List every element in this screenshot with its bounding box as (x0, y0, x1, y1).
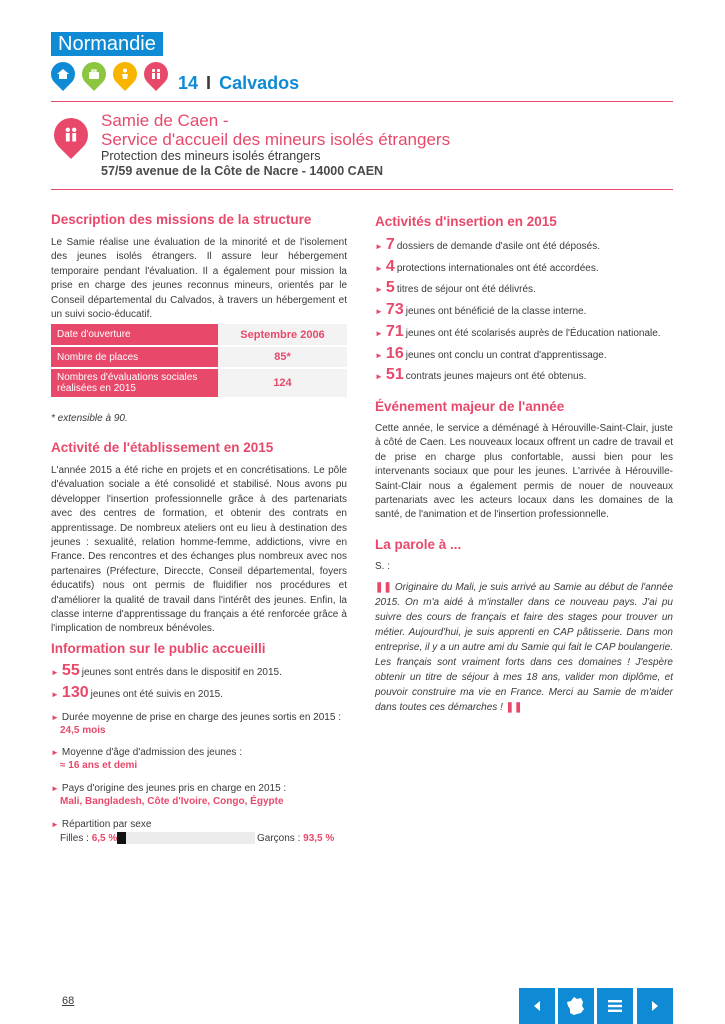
stat-text: jeunes ont conclu un contrat d'apprentissage. (405, 349, 607, 361)
quote-close-mark: ❚❚ (505, 702, 523, 713)
department-number: 14 (178, 73, 199, 93)
chevron-left-icon (530, 999, 544, 1013)
fact-label: Date d'ouverture (51, 324, 218, 346)
stat-number: 5 (385, 279, 395, 297)
bullet-arrow-icon: ► (375, 328, 383, 338)
list-item (375, 368, 673, 383)
menu-icon (607, 999, 623, 1013)
stat-text: jeunes ont bénéficié de la classe interne. (405, 306, 587, 318)
department-title (178, 73, 299, 94)
list-item (51, 711, 347, 737)
missions-heading: Description des missions de la structure (51, 212, 312, 227)
bullet-arrow-icon: ► (375, 350, 383, 360)
bullet-arrow-icon: ► (375, 307, 383, 317)
stat-number: 73 (385, 301, 404, 319)
structure-name-line1: Samie de Caen - (101, 111, 229, 130)
next-page-button[interactable] (637, 988, 673, 1024)
girls-bar-fill (117, 832, 126, 844)
home-icon[interactable] (46, 57, 80, 91)
table-row (51, 324, 347, 346)
girls-label: Filles : (60, 833, 89, 844)
stat-value: ≈ 16 ans et demi (60, 760, 138, 771)
list-item (375, 303, 673, 318)
list-item (375, 238, 673, 253)
bullet-arrow-icon: ► (375, 263, 383, 273)
stat-text: jeunes ont été suivis en 2015. (90, 689, 223, 700)
department-separator: I (206, 73, 212, 93)
chevron-right-icon (648, 999, 662, 1013)
structure-name-line2: Service d'accueil des mineurs isolés étrangers (101, 130, 451, 149)
bullet-arrow-icon: ► (51, 820, 59, 829)
insertion-heading: Activités d'insertion en 2015 (375, 214, 557, 229)
facts-table (51, 324, 347, 399)
people-icon (47, 111, 95, 159)
testimony-quote (375, 580, 673, 715)
list-item (51, 782, 347, 808)
bullet-arrow-icon: ► (51, 784, 59, 793)
list-item (51, 664, 347, 679)
previous-page-button[interactable] (519, 988, 555, 1024)
stat-label: Pays d'origine des jeunes pris en charge en 2015 : (61, 783, 287, 794)
stat-number: 51 (385, 366, 404, 384)
activity-text: L'année 2015 a été riche en projets et en concrétisations. Le pôle d'évaluation sociale a été consolidé et stabilisé. Nous avons pu développer l'insertion professionnelle grâce à des partenariats avec des centres de formation, et obtenir des contrats en apprentissage. De nombreux ateliers ont eu lieu à destination des jeunes : sexualité, relation homme-femme, addictions, vivre en France. Des rencontres et des échanges plus nombreux avec nos partenaires (Préfecture, Direccte, Conseil départemental, foyers éducatifs) nous ont permis de fluidifier nos procédures et d'améliorer la qualité de travail dans l'intérêt des jeunes. Enfin, la classe interne d'apprentissage du français a été renforcée grâce à l'implication de nombreux bénévoles. (51, 465, 347, 635)
list-item (51, 686, 347, 701)
public-heading: Information sur le public accueilli (51, 641, 266, 656)
list-item (375, 257, 673, 275)
girls-value: 6,5 % (91, 833, 118, 844)
fact-label: Nombre de places (51, 346, 218, 368)
bullet-arrow-icon: ► (51, 713, 59, 722)
speech-heading: La parole à ... (375, 537, 462, 552)
stat-number: 4 (385, 257, 395, 275)
bullet-arrow-icon: ► (375, 372, 383, 382)
quote-text: Originaire du Mali, je suis arrivé au Samie au début de l'année 2015. On m'a aidé à m'installer dans ce nouveau pays. J'ai pu suivre des cours de français et faire des stages pour trouver un métier. Aujourd'hui, je suis apprenti en CAP pâtisserie. Dans mon entreprise, il y a un autre ami du Samie qui fait le CAP boulangerie. Les français sont vraiment forts dans ces domaines ! J'espère obtenir un titre de séjour à mes 18 ans, valider mon diplôme, et pouvoir construire ma vie en France. Merci au Samie de m'aider dans toutes ces démarches ! (375, 582, 674, 713)
list-item (375, 344, 673, 362)
stat-text: dossiers de demande d'asile ont été déposés. (396, 241, 600, 252)
stat-label: Durée moyenne de prise en charge des jeunes sortis en 2015 : (61, 712, 341, 723)
girls-share (60, 832, 117, 845)
france-map-button[interactable] (558, 988, 594, 1024)
stat-text: contrats jeunes majeurs ont été obtenus. (405, 371, 587, 383)
structure-type: Protection des mineurs isolés étrangers (101, 149, 321, 163)
stat-number: 16 (385, 344, 404, 362)
stat-value: Mali, Bangladesh, Côte d'Ivoire, Congo, Égypte (60, 796, 284, 807)
facts-footnote: * extensible à 90. (51, 413, 128, 424)
bullet-arrow-icon: ► (51, 748, 59, 757)
bullet-arrow-icon: ► (51, 690, 59, 699)
list-item (51, 746, 347, 772)
france-map-icon (565, 995, 587, 1017)
boys-label: Garçons : (257, 833, 301, 844)
stat-label: Moyenne d'âge d'admission des jeunes : (61, 747, 242, 758)
quote-open-mark: ❚❚ (375, 582, 392, 593)
stat-value: 24,5 mois (60, 725, 106, 736)
list-item (51, 818, 347, 831)
region-label: Normandie (51, 32, 163, 56)
child-icon[interactable] (108, 57, 142, 91)
fact-label: Nombres d'évaluations sociales réalisées en 2015 (51, 368, 218, 398)
fact-value: Septembre 2006 (218, 324, 347, 346)
people-icon[interactable] (139, 57, 173, 91)
stat-text: jeunes ont été scolarisés auprès de l'Éducation nationale. (405, 327, 661, 339)
quote-author: S. : (375, 561, 391, 572)
stat-number: 7 (385, 236, 395, 253)
table-row (51, 346, 347, 368)
stat-text: jeunes sont entrés dans le dispositif en 2015. (81, 667, 282, 678)
bullet-arrow-icon: ► (51, 668, 59, 677)
structure-name (101, 111, 450, 149)
department-name: Calvados (219, 73, 300, 93)
structure-address: 57/59 avenue de la Côte de Nacre - 14000 CAEN (101, 164, 384, 178)
activity-heading: Activité de l'établissement en 2015 (51, 440, 274, 455)
boys-value: 93,5 % (303, 833, 335, 844)
fact-value: 85* (218, 346, 347, 368)
gender-bar (117, 832, 255, 844)
event-text: Cette année, le service a déménagé à Hérouville-Saint-Clair, juste à côté de Caen. Les nouveaux locaux offrent un cadre de travail et de prise en charge plus confortable, aussi bien pour les intervenants sociaux que pour les jeunes. L'arrivée à Hérouville-Saint-Clair nous a également permis de nouer de nouveaux partenariats avec les acteurs locaux dans les domaines de la santé, de l'animation et de l'insertion professionnelle. (375, 423, 673, 521)
table-row (51, 368, 347, 398)
event-heading: Événement majeur de l'année (375, 399, 565, 414)
briefcase-icon[interactable] (77, 57, 111, 91)
structure-rule (51, 189, 673, 190)
header-rule (51, 101, 673, 102)
page-number: 68 (62, 995, 75, 1007)
list-item (375, 322, 673, 340)
boys-share (257, 832, 334, 845)
stat-number: 55 (61, 662, 80, 679)
bullet-arrow-icon: ► (375, 242, 383, 251)
menu-button[interactable] (597, 988, 633, 1024)
missions-text: Le Samie réalise une évaluation de la minorité et de l'isolement des jeunes isolés étrangers. Il assure leur hébergement temporaire pendant l'évaluation. Il a également pour mission la prise en charge des jeunes reconnus mineurs, orientés par le Conseil départemental du Calvados, à travers un hébergement et un suivi socio-éducatif. (51, 237, 347, 321)
stat-text: titres de séjour ont été délivrés. (396, 284, 536, 296)
stat-number: 71 (385, 322, 404, 340)
category-icons (51, 62, 168, 86)
bullet-arrow-icon: ► (375, 285, 383, 295)
stat-label: Répartition par sexe (61, 819, 152, 830)
fact-value: 124 (218, 368, 347, 398)
list-item (375, 281, 673, 296)
stat-text: protections internationales ont été accordées. (396, 262, 599, 274)
stat-number: 130 (61, 684, 89, 701)
